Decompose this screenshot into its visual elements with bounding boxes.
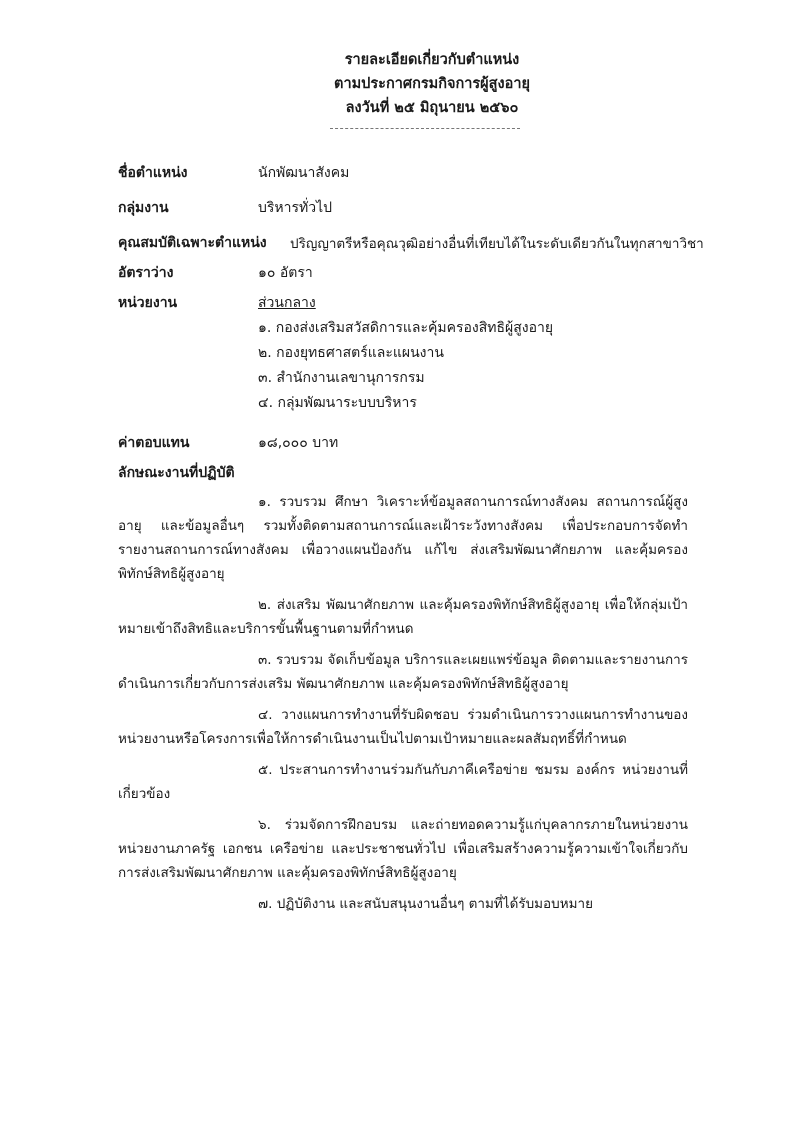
group-label: กลุ่มงาน	[118, 200, 169, 216]
divider	[330, 128, 520, 129]
qualification-value: ปริญญาตรีหรือคุณวุฒิอย่างอื่นที่เทียบได้ในระดับเดียวกันในทุกสาขาวิชา	[290, 236, 704, 252]
qualification-label: คุณสมบัติเฉพาะตำแหน่ง	[118, 235, 267, 251]
duty-item: ๔. วางแผนการทำงานที่รับผิดชอบ ร่วมดำเนินการวางแผนการทำงานของหน่วยงานหรือโครงการเพื่อให้การดำเนินงานเป็นไปตามเป้าหมายและผลสัมฤทธิ์ที่กำหนด	[118, 707, 688, 747]
duty-item: ๒. ส่งเสริม พัฒนาศักยภาพ และคุ้มครองพิทักษ์สิทธิผู้สูงอายุ เพื่อให้กลุ่มเป้าหมายเข้าถึงสิทธิและบริการขั้นพื้นฐานตามที่กำหนด	[118, 597, 688, 637]
position-value: นักพัฒนาสังคม	[258, 165, 350, 181]
unit-item: ๓. สำนักงานเลขานุการกรม	[258, 370, 425, 386]
vacancy-label: อัตราว่าง	[118, 265, 174, 281]
unit-item: ๔. กลุ่มพัฒนาระบบบริหาร	[258, 395, 417, 411]
group-value: บริหารทั่วไป	[258, 200, 333, 216]
doc-title-line-1: รายละเอียดเกี่ยวกับตำแหน่ง	[344, 52, 520, 68]
duty-item: ๓. รวบรวม จัดเก็บข้อมูล บริการและเผยแพร่ข้อมูล ติดตามและรายงานการดำเนินการเกี่ยวกับการส่งเสริม พัฒนาศักยภาพ และคุ้มครองพิทักษ์สิทธิผู้สูงอายุ	[118, 652, 688, 692]
duty-item: ๕. ประสานการทำงานร่วมกันกับภาคีเครือข่าย ชมรม องค์กร หน่วยงานที่เกี่ยวข้อง	[118, 762, 688, 802]
duties-list	[118, 490, 688, 923]
vacancy-value: ๑๐ อัตรา	[258, 265, 313, 281]
doc-title-date: ลงวันที่ ๒๕ มิถุนายน ๒๕๖๐	[345, 100, 519, 116]
pay-label: ค่าตอบแทน	[118, 435, 190, 451]
unit-item: ๑. กองส่งเสริมสวัสดิการและคุ้มครองสิทธิผู้สูงอายุ	[258, 320, 554, 336]
unit-item: ๒. กองยุทธศาสตร์และแผนงาน	[258, 345, 444, 361]
unit-heading: ส่วนกลาง	[258, 295, 316, 311]
duty-item: ๖. ร่วมจัดการฝึกอบรม และถ่ายทอดความรู้แก่บุคลากรภายในหน่วยงาน หน่วยงานภาครัฐ เอกชน เครือข่าย และประชาชนทั่วไป เพื่อเสริมสร้างความรู้ความเข้าใจเกี่ยวกับการส่งเสริมพัฒนาศักยภาพ และคุ้มครองพิทักษ์สิทธิผู้สูงอายุ	[118, 817, 688, 881]
unit-label: หน่วยงาน	[118, 295, 178, 311]
pay-value: ๑๘,๐๐๐ บาท	[258, 435, 339, 451]
doc-title-line-2: ตามประกาศกรมกิจการผู้สูงอายุ	[334, 76, 530, 92]
position-label: ชื่อตำแหน่ง	[118, 165, 188, 181]
duty-item: ๑. รวบรวม ศึกษา วิเคราะห์ข้อมูลสถานการณ์ทางสังคม สถานการณ์ผู้สูงอายุ และข้อมูลอื่นๆ รวมทั้งติดตามสถานการณ์และเฝ้าระวังทางสังคม เพื่อประกอบการจัดทำรายงานสถานการณ์ทางสังคม เพื่อวางแผนป้องกัน แก้ไข ส่งเสริมพัฒนาศักยภาพ และคุ้มครองพิทักษ์สิทธิผู้สูงอายุ	[118, 494, 688, 582]
duty-item: ๗. ปฏิบัติงาน และสนับสนุนงานอื่นๆ ตามที่ได้รับมอบหมาย	[258, 896, 594, 912]
duties-label: ลักษณะงานที่ปฏิบัติ	[118, 465, 235, 481]
